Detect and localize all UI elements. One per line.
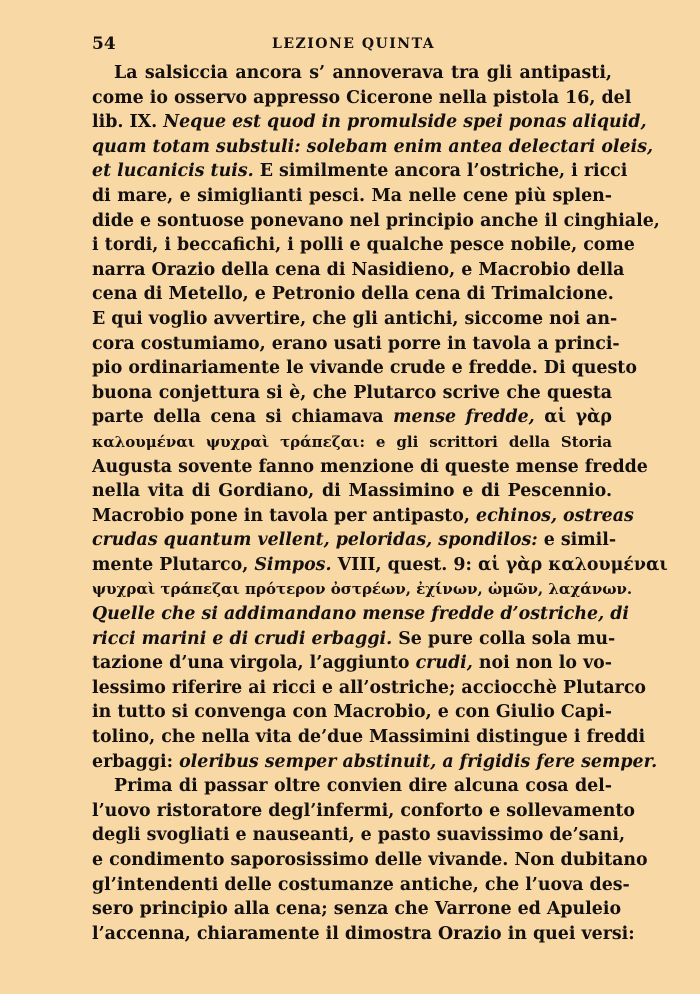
italic-text: crudas quantum vellent, peloridas, spondilos: (92, 530, 538, 551)
text-line (92, 528, 617, 553)
text-run: Prima di passar oltre convien dire alcuna cosa del- (114, 776, 612, 797)
text-line (92, 381, 612, 406)
text-run: sero principio alla cena; senza che Varrone ed Apuleio (92, 899, 622, 920)
text-run: καλουμέναι ψυχραὶ τράπεζαι: e gli scrittori della Storia (92, 432, 612, 451)
text-line (92, 455, 648, 480)
text-line (92, 258, 625, 283)
text-run: come io osservo appresso Cicerone nella pistola 16, del (92, 87, 632, 108)
text-run: in tutto si convenga con Macrobio, e con Giulio Capi- (92, 702, 612, 723)
text-run: E qui voglio avvertire, che gli antichi, siccome noi an- (92, 308, 618, 329)
text-line (92, 356, 637, 381)
text-run: noi non lo vo- (472, 653, 612, 674)
text-line (92, 430, 612, 455)
running-title: LEZIONE QUINTA (272, 36, 436, 52)
text-run: cora costumiamo, erano usati porre in tavola a princi- (92, 333, 620, 354)
text-line (92, 922, 635, 947)
text-line (92, 86, 632, 111)
text-run: lessimo riferire ai ricci e all’ostriche; acciocchè Plutarco (92, 677, 647, 698)
text-run: erbaggi: (92, 751, 180, 772)
text-line (92, 873, 630, 898)
text-line (92, 405, 612, 430)
text-run: pio ordinariamente le vivande crude e fredde. Di questo (92, 358, 637, 379)
text-line (92, 602, 629, 627)
text-line (92, 676, 647, 701)
text-run: Se pure colla sola mu- (392, 628, 616, 649)
text-run: lib. IX. (92, 112, 164, 133)
text-line (92, 209, 660, 234)
text-line (92, 184, 612, 209)
text-run: e simil- (537, 530, 617, 551)
text-run: di mare, e simiglianti pesci. Ma nelle cene più splen- (92, 185, 612, 206)
text-run: narra Orazio della cena di Nasidieno, e Macrobio della (92, 259, 625, 280)
text-run: ψυχραὶ τράπεζαι πρότερον ὀστρέων, ἐχίνων, ὠμῶν, λαχάνων. (92, 580, 633, 599)
body-text (92, 61, 668, 946)
text-line (92, 159, 628, 184)
text-run: buona conjettura si è, che Plutarco scrive che questa (92, 382, 612, 403)
text-run: mente Plutarco, (92, 554, 255, 575)
text-run: gl’intendenti delle costumanze antiche, che l’uova des- (92, 874, 630, 895)
text-line (92, 774, 612, 799)
text-line (92, 307, 618, 332)
italic-text: crudi, (415, 653, 473, 674)
text-run: parte della cena si chiamava (92, 407, 394, 428)
book-page (92, 34, 668, 946)
text-run: tolino, che nella vita de’due Massimini distingue i freddi (92, 727, 646, 748)
text-line (92, 553, 668, 578)
italic-text: et lucanicis tuis. (92, 161, 254, 182)
text-line (92, 233, 635, 258)
text-line (92, 627, 616, 652)
text-line (92, 750, 658, 775)
italic-text: echinos, ostreas (476, 505, 634, 526)
text-run: Augusta sovente fanno menzione di queste mense fredde (92, 456, 648, 477)
text-run: e condimento saporosissimo delle vivande. Non dubitano (92, 850, 648, 870)
text-line (92, 897, 622, 922)
text-run: nella vita di Gordiano, di Massimino e di Pescennio. (92, 481, 612, 502)
italic-text: Quelle che si addimandano mense fredde d’ostriche, di (92, 604, 629, 625)
text-run: La salsiccia ancora s’ annoverava tra gli antipasti, (114, 63, 612, 83)
text-line (92, 479, 612, 504)
text-run: l’accenna, chiaramente il dimostra Orazio in quei versi: (92, 923, 635, 944)
running-head (92, 34, 612, 58)
italic-text: Neque est quod in promulside spei ponas aliquid, (163, 112, 647, 133)
italic-text: mense fredde, (393, 407, 535, 428)
text-line (92, 282, 612, 307)
italic-text: Simpos. (254, 554, 332, 575)
text-line (92, 700, 612, 725)
text-line (92, 799, 635, 824)
text-run: l’uovo ristoratore degl’infermi, conforto e sollevamento (92, 800, 635, 821)
italic-text: oleribus semper abstinuit, a frigidis fere semper. (179, 751, 658, 772)
text-line (92, 823, 625, 848)
text-line (92, 651, 612, 676)
text-run: i tordi, i beccafichi, i polli e qualche pesce nobile, come (92, 235, 635, 256)
text-run: degli svogliati e nauseanti, e pasto suavissimo de’sani, (92, 825, 625, 846)
text-run: Macrobio pone in tavola per antipasto, (92, 505, 477, 526)
text-line (92, 577, 633, 602)
text-run: cena di Metello, e Petronio della cena di Trimalcione. (92, 284, 614, 305)
text-run: tazione d’una virgola, l’aggiunto (92, 653, 416, 674)
text-line (92, 61, 612, 86)
text-line (92, 848, 648, 873)
text-line (92, 332, 620, 357)
text-run: VIII, quest. 9: αἱ γὰρ καλουμέναι (331, 554, 668, 575)
italic-text: quam totam substuli: solebam enim antea delectari oleis, (92, 136, 654, 157)
text-run: αἱ γὰρ (534, 407, 612, 428)
page-number: 54 (92, 34, 116, 54)
italic-text: ricci marini e di crudi erbaggi. (92, 628, 393, 649)
text-line (92, 504, 634, 529)
text-run: dide e sontuose ponevano nel principio anche il cinghiale, (92, 210, 660, 231)
text-line (92, 110, 647, 135)
text-line (92, 135, 654, 160)
text-run: E similmente ancora l’ostriche, i ricci (253, 161, 628, 182)
text-line (92, 725, 646, 750)
